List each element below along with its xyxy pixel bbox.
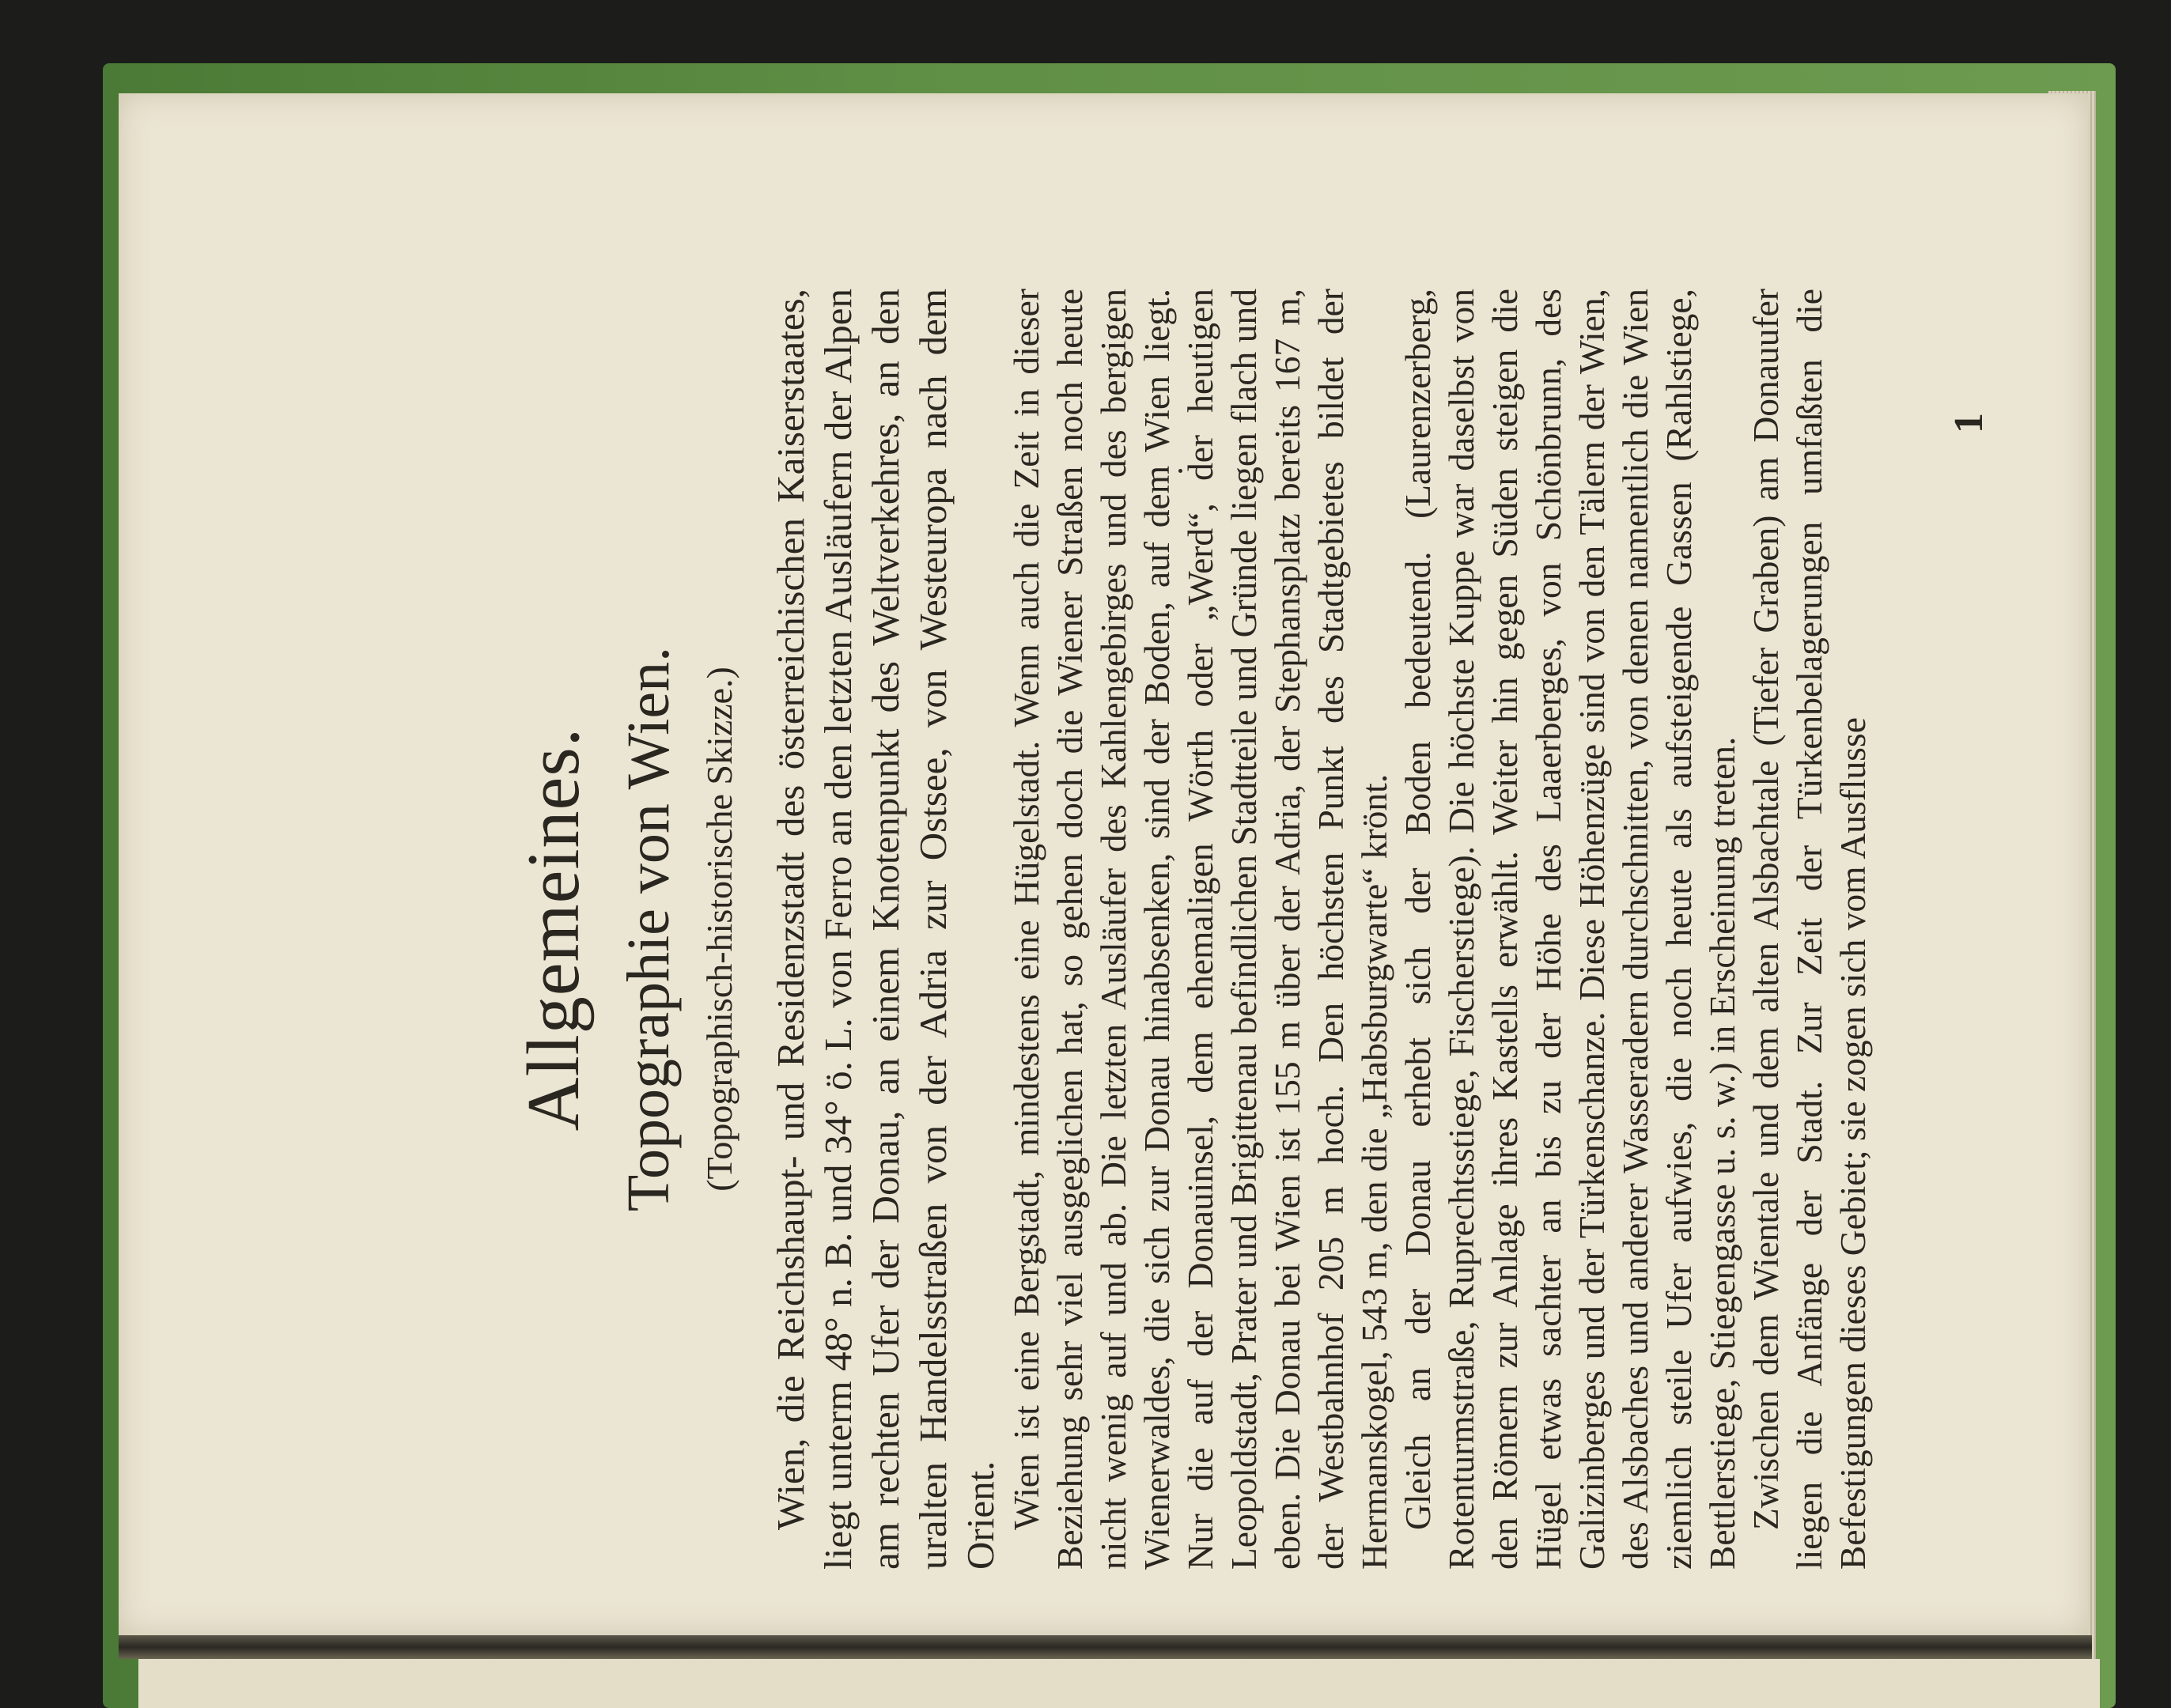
paragraph: Gleich an der Donau erhebt sich der Boden bedeutend. (Laurenzerberg, Rotenturmstraße, Ruprechtsstiege, Fischerstiege). Die höchste Kuppe war daselbst von den Römern zur Anlage ihres Kastells erwählt. Weiter hin gegen Süden steigen die Hügel etwas sachter an bis zu der Höhe des Laaerberges, von Schönbrunn, des Galizinberges und der Türkenschanze. Diese Höhenzüge sind von den Tälern der Wien, des Alsbaches und anderer Wasseradern durchschnitten, von denen namentlich die Wien ziemlich steile Ufer aufwies, die noch heute als aufsteigende Gassen (Rahlstiege, Bettlerstiege, Stiegengasse u. s. w.) in Erscheinung treten. xyxy=(1398,289,1742,1570)
body-text xyxy=(767,289,1874,1570)
page-subtitle: Topographie von Wien. xyxy=(615,646,682,1212)
paragraph: Wien, die Reichshaupt- und Residenzstadt des österreichischen Kaiserstaates, liegt unterm 48° n. B. und 34° ö. L. von Ferro an den letzten Ausläufern der Alpen am rechten Ufer der Donau, an einem Knotenpunkt des Weltverkehres, an den uralten Handelsstraßen von der Adria zur Ostsee, von Westeuropa nach dem Orient. xyxy=(769,289,1002,1570)
paragraph: Zwischen dem Wientale und dem alten Alsbachtale (Tiefer Graben) am Donauufer liegen die Anfänge der Stadt. Zur Zeit der Türkenbelagerungen umfaßten die Befestigungen dieses Gebiet; sie zogen sich vom Ausflusse xyxy=(1745,289,1873,1570)
page-text-block xyxy=(506,289,1930,1570)
facing-page xyxy=(138,1659,2100,1708)
paragraph: Wien ist eine Bergstadt, mindestens eine Hügelstadt. Wenn auch die Zeit in dieser Beziehung sehr viel ausgeglichen hat, so gehen doch die Wiener Straßen noch heute nicht wenig auf und ab. Die letzten Ausläufer des Kahlengebirges und des bergigen Wienerwaldes, die sich zur Donau hinabsenken, sind der Boden, auf dem Wien liegt. Nur die auf der Donauinsel, dem ehemaligen Wörth oder „Werd“, der heutigen Leopoldstadt, Prater und Brigittenau befindlichen Stadtteile und Gründe liegen flach und eben. Die Donau bei Wien ist 155 m über der Adria, der Stephansplatz bereits 167 m, der Westbahnhof 205 m hoch. Den höchsten Punkt des Stadtgebietes bildet der Hermanskogel, 543 m, den die „Habsburgwarte“ krönt. xyxy=(1006,289,1394,1570)
page-gutter xyxy=(119,1635,2092,1659)
page-note: (Topographisch-historische Skizze.) xyxy=(699,667,739,1192)
page-title: Allgemeines. xyxy=(512,727,595,1132)
page-number: 1 xyxy=(1946,413,1991,433)
